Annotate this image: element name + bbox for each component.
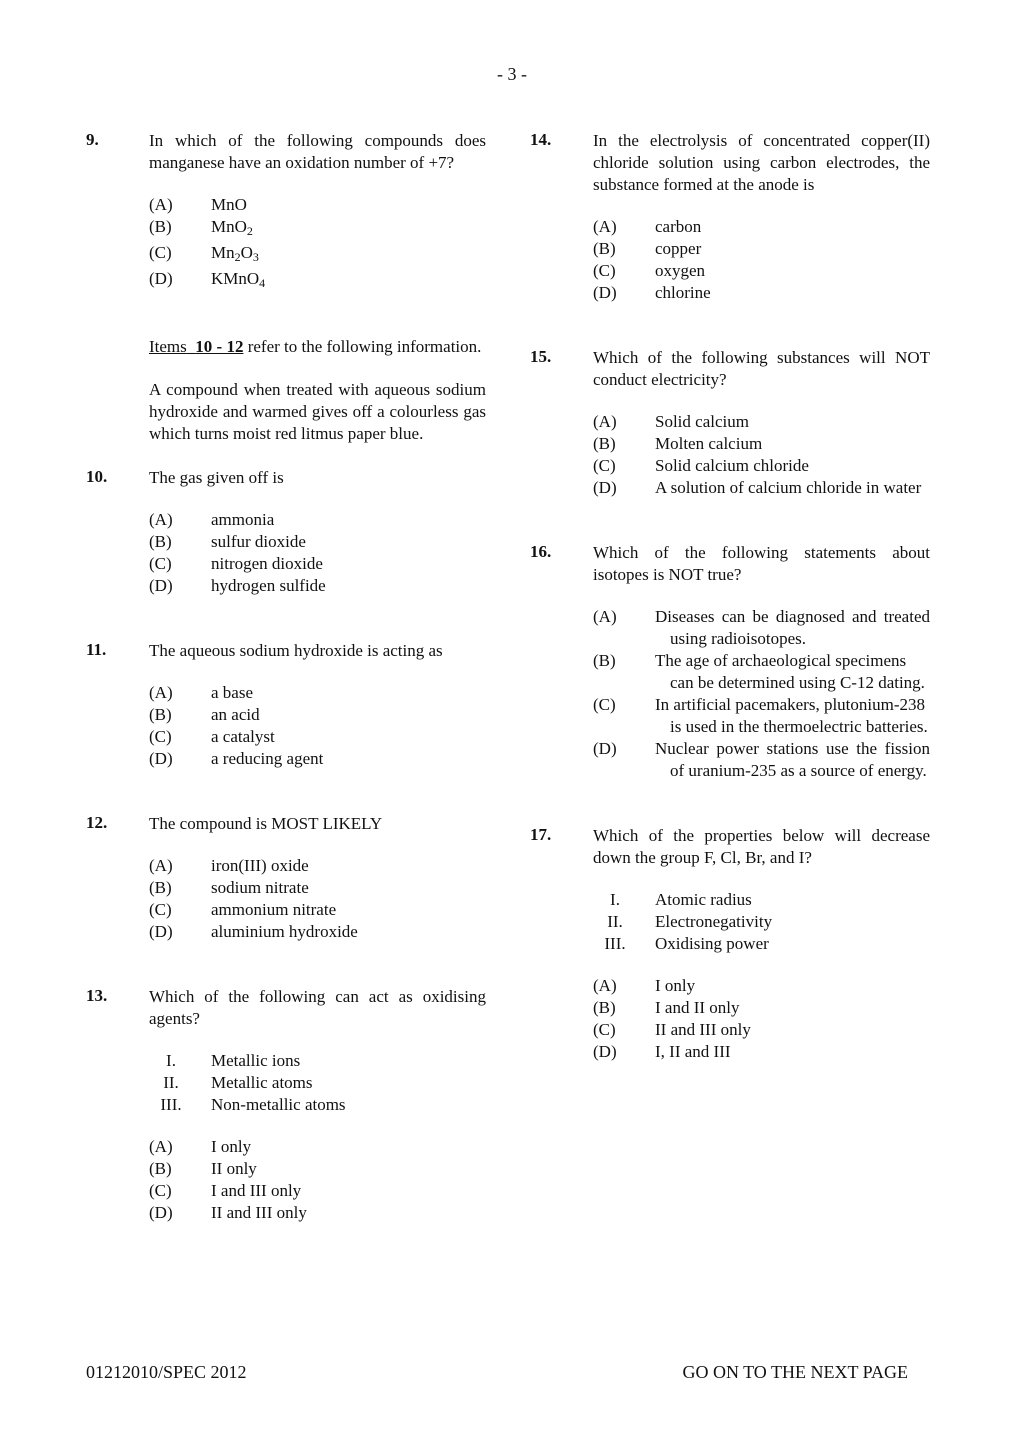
option-a bbox=[593, 606, 930, 650]
list-text: Atomic radius bbox=[655, 890, 752, 909]
option-text: II and III only bbox=[655, 1020, 751, 1039]
option-label: (D) bbox=[149, 922, 173, 941]
option-c bbox=[593, 260, 930, 282]
option-label: (A) bbox=[149, 683, 173, 702]
option-text: ammonia bbox=[211, 510, 275, 529]
option-a bbox=[149, 682, 486, 704]
option-label: (D) bbox=[149, 1203, 173, 1222]
option-b bbox=[149, 877, 486, 899]
question-number: 9. bbox=[86, 130, 99, 149]
option-text: II and III only bbox=[211, 1203, 307, 1222]
question-stem: Which of the properties below will decrease down the group F, Cl, Br, and I? bbox=[593, 826, 930, 867]
options bbox=[593, 216, 930, 304]
option-d bbox=[149, 575, 486, 597]
list-item bbox=[149, 1072, 486, 1094]
question-11 bbox=[86, 640, 486, 770]
question-stem: Which of the following can act as oxidising agents? bbox=[149, 987, 486, 1028]
option-text bbox=[211, 268, 486, 294]
option-d bbox=[149, 268, 486, 294]
option-label: (D) bbox=[593, 478, 617, 497]
option-c bbox=[149, 553, 486, 575]
roman-label: I. bbox=[166, 1051, 176, 1070]
options bbox=[149, 194, 486, 294]
question-17 bbox=[530, 825, 930, 1063]
question-stem: The compound is MOST LIKELY bbox=[149, 814, 383, 833]
option-text: Solid calcium chloride bbox=[655, 456, 809, 475]
roman-label: I. bbox=[610, 890, 620, 909]
option-text: hydrogen sulfide bbox=[211, 576, 326, 595]
option-b bbox=[149, 1158, 486, 1180]
option-label: (A) bbox=[593, 217, 617, 236]
option-text: sodium nitrate bbox=[211, 878, 309, 897]
question-15 bbox=[530, 347, 930, 499]
option-c bbox=[149, 899, 486, 921]
option-label: (C) bbox=[593, 456, 616, 475]
question-stem: In which of the following compounds does manganese have an oxidation number of +7? bbox=[149, 131, 486, 172]
formula-part: KMnO bbox=[211, 269, 260, 288]
option-text: carbon bbox=[655, 217, 702, 236]
option-label: (B) bbox=[149, 217, 172, 236]
option-text: copper bbox=[655, 239, 702, 258]
option-d bbox=[149, 1202, 486, 1224]
option-text: aluminium hydroxide bbox=[211, 922, 358, 941]
option-c bbox=[149, 242, 486, 268]
question-number: 16. bbox=[530, 542, 552, 561]
option-label: (C) bbox=[593, 1020, 616, 1039]
option-text: iron(III) oxide bbox=[211, 856, 309, 875]
question-number: 10. bbox=[86, 467, 108, 486]
option-label: (B) bbox=[593, 434, 616, 453]
option-label: (D) bbox=[149, 749, 173, 768]
question-16 bbox=[530, 542, 930, 782]
question-10 bbox=[86, 467, 486, 597]
option-d bbox=[593, 477, 930, 499]
option-text: Nuclear power stations use the fission of uranium-235 as a source of energy. bbox=[655, 739, 930, 780]
option-text: a reducing agent bbox=[211, 749, 324, 768]
option-label: (B) bbox=[593, 239, 616, 258]
option-label: (C) bbox=[149, 554, 172, 573]
option-c bbox=[149, 726, 486, 748]
roman-label: II. bbox=[607, 912, 623, 931]
option-label: (C) bbox=[149, 900, 172, 919]
option-text bbox=[211, 216, 486, 242]
option-c bbox=[593, 694, 930, 738]
option-text: a catalyst bbox=[211, 727, 275, 746]
options bbox=[149, 1136, 486, 1224]
option-text bbox=[211, 242, 486, 268]
list-text: Electronegativity bbox=[655, 912, 773, 931]
option-a bbox=[149, 194, 486, 216]
option-text: Solid calcium bbox=[655, 412, 749, 431]
question-9 bbox=[86, 130, 486, 294]
question-13 bbox=[86, 986, 486, 1224]
option-d bbox=[593, 1041, 930, 1063]
footer-next-page: GO ON TO THE NEXT PAGE bbox=[682, 1362, 908, 1382]
info-items-word: Items 10 - 12 bbox=[149, 337, 244, 356]
right-column bbox=[530, 130, 930, 1063]
option-b bbox=[593, 238, 930, 260]
option-c bbox=[593, 455, 930, 477]
option-label: (C) bbox=[149, 243, 172, 262]
question-stem: Which of the following substances will NOT conduct electricity? bbox=[593, 348, 930, 389]
question-number: 13. bbox=[86, 986, 108, 1005]
option-label: (A) bbox=[593, 607, 617, 626]
option-label: (A) bbox=[593, 976, 617, 995]
list-item bbox=[593, 889, 930, 911]
option-label: (B) bbox=[593, 651, 616, 670]
option-a bbox=[149, 1136, 486, 1158]
question-number: 15. bbox=[530, 347, 552, 366]
option-label: (B) bbox=[149, 878, 172, 897]
option-d bbox=[593, 738, 930, 782]
options bbox=[149, 855, 486, 943]
option-b bbox=[593, 650, 930, 694]
question-14 bbox=[530, 130, 930, 304]
info-block bbox=[86, 336, 486, 445]
formula-part: MnO bbox=[211, 217, 247, 236]
option-label: (D) bbox=[593, 739, 617, 758]
option-d bbox=[149, 748, 486, 770]
question-number: 11. bbox=[86, 640, 107, 659]
question-number: 14. bbox=[530, 130, 552, 149]
option-text: The age of archaeological specimens can be determined using C-12 dating. bbox=[655, 651, 925, 692]
option-text: oxygen bbox=[655, 261, 706, 280]
list-text: Metallic ions bbox=[211, 1051, 301, 1070]
option-label: (D) bbox=[593, 1042, 617, 1061]
options bbox=[149, 509, 486, 597]
options bbox=[593, 606, 930, 782]
formula-part: O bbox=[240, 243, 253, 262]
option-text bbox=[211, 194, 486, 216]
subscript: 4 bbox=[259, 276, 266, 290]
info-heading bbox=[149, 336, 486, 358]
option-label: (A) bbox=[149, 856, 173, 875]
left-column bbox=[86, 130, 486, 1224]
roman-list bbox=[593, 889, 930, 955]
question-stem: The gas given off is bbox=[149, 468, 284, 487]
option-text: I only bbox=[655, 976, 696, 995]
option-label: (A) bbox=[593, 412, 617, 431]
list-item bbox=[149, 1050, 486, 1072]
option-label: (C) bbox=[149, 727, 172, 746]
option-d bbox=[593, 282, 930, 304]
page-number: - 3 - bbox=[497, 64, 527, 84]
option-label: (D) bbox=[593, 283, 617, 302]
option-label: (A) bbox=[149, 1137, 173, 1156]
option-text: I and II only bbox=[655, 998, 740, 1017]
info-refer: refer to the following information. bbox=[247, 337, 482, 356]
question-stem: In the electrolysis of concentrated copper(II) chloride solution using carbon electrodes, the substance formed at the anode is bbox=[593, 131, 930, 194]
option-text: ammonium nitrate bbox=[211, 900, 337, 919]
options bbox=[593, 411, 930, 499]
option-label: (B) bbox=[149, 705, 172, 724]
question-number: 12. bbox=[86, 813, 108, 832]
option-text: A solution of calcium chloride in water bbox=[655, 478, 922, 497]
option-label: (B) bbox=[149, 532, 172, 551]
option-label: (A) bbox=[149, 195, 173, 214]
option-text: Diseases can be diagnosed and treated using radioisotopes. bbox=[655, 607, 930, 648]
options bbox=[593, 975, 930, 1063]
list-item bbox=[593, 933, 930, 955]
question-number: 17. bbox=[530, 825, 552, 844]
option-b bbox=[149, 216, 486, 242]
options bbox=[149, 682, 486, 770]
roman-list bbox=[149, 1050, 486, 1116]
option-text: nitrogen dioxide bbox=[211, 554, 323, 573]
option-text: I only bbox=[211, 1137, 252, 1156]
option-text: sulfur dioxide bbox=[211, 532, 306, 551]
roman-label: III. bbox=[160, 1095, 182, 1114]
formula-part: Mn bbox=[211, 243, 235, 262]
option-text: a base bbox=[211, 683, 254, 702]
list-item bbox=[149, 1094, 486, 1116]
question-stem: Which of the following statements about isotopes is NOT true? bbox=[593, 543, 930, 584]
option-b bbox=[593, 433, 930, 455]
info-text: A compound when treated with aqueous sodium hydroxide and warmed gives off a colourless gas which turns moist red litmus paper blue. bbox=[149, 380, 486, 443]
option-label: (B) bbox=[149, 1159, 172, 1178]
roman-label: II. bbox=[163, 1073, 179, 1092]
option-text: Molten calcium bbox=[655, 434, 763, 453]
option-label: (A) bbox=[149, 510, 173, 529]
option-label: (C) bbox=[593, 261, 616, 280]
option-label: (D) bbox=[149, 576, 173, 595]
option-text: chlorine bbox=[655, 283, 711, 302]
option-text: I, II and III bbox=[655, 1042, 731, 1061]
question-stem: The aqueous sodium hydroxide is acting as bbox=[149, 641, 443, 660]
option-text: I and III only bbox=[211, 1181, 302, 1200]
option-a bbox=[593, 975, 930, 997]
list-item bbox=[593, 911, 930, 933]
footer-code: 01212010/SPEC 2012 bbox=[86, 1362, 247, 1382]
subscript: 2 bbox=[246, 224, 253, 238]
option-text: an acid bbox=[211, 705, 260, 724]
list-text: Metallic atoms bbox=[211, 1073, 313, 1092]
subscript: 3 bbox=[252, 250, 259, 264]
option-c bbox=[149, 1180, 486, 1202]
option-a bbox=[149, 855, 486, 877]
option-label: (D) bbox=[149, 269, 173, 288]
list-text: Non-metallic atoms bbox=[211, 1095, 346, 1114]
option-b bbox=[149, 531, 486, 553]
option-label: (B) bbox=[593, 998, 616, 1017]
option-a bbox=[149, 509, 486, 531]
question-12 bbox=[86, 813, 486, 943]
subscript: 2 bbox=[234, 250, 241, 264]
option-a bbox=[593, 411, 930, 433]
option-c bbox=[593, 1019, 930, 1041]
roman-label: III. bbox=[604, 934, 626, 953]
option-b bbox=[149, 704, 486, 726]
option-d bbox=[149, 921, 486, 943]
list-text: Oxidising power bbox=[655, 934, 769, 953]
option-a bbox=[593, 216, 930, 238]
option-label: (C) bbox=[593, 695, 616, 714]
option-b bbox=[593, 997, 930, 1019]
option-text: In artificial pacemakers, plutonium-238 is used in the thermoelectric batteries. bbox=[655, 695, 928, 736]
formula-part: MnO bbox=[211, 195, 247, 214]
option-label: (C) bbox=[149, 1181, 172, 1200]
option-text: II only bbox=[211, 1159, 257, 1178]
